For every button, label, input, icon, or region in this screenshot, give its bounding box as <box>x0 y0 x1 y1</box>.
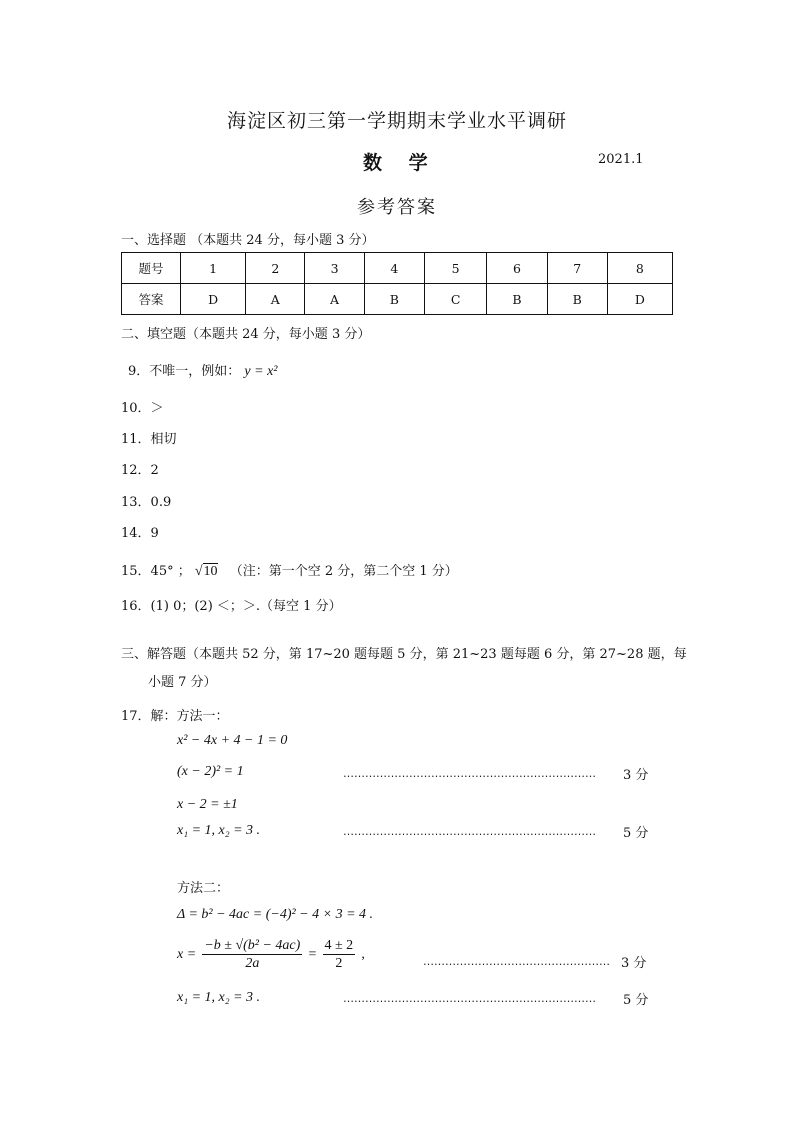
q9-text: 9．不唯一，例如： <box>128 364 241 379</box>
answer-cell: A <box>246 284 305 315</box>
method2-formula <box>177 937 365 972</box>
answer-key-title: 参考答案 <box>357 197 437 218</box>
answer-cell: B <box>487 284 547 315</box>
q9-formula: y = x² <box>244 364 278 379</box>
equals-sign: = <box>308 947 317 962</box>
question-number: 2 <box>246 253 305 284</box>
answer-cell: D <box>607 284 672 315</box>
method1-line1: x² − 4x + 4 − 1 = 0 <box>177 733 288 748</box>
score-3: 3 分 <box>623 768 649 783</box>
score-3: 3 分 <box>621 956 647 971</box>
question-number: 5 <box>424 253 487 284</box>
comma: , <box>361 947 365 962</box>
answer-q10: 10．＞ <box>121 401 164 416</box>
question-number: 1 <box>181 253 246 284</box>
table-row-questions <box>122 253 673 284</box>
question-number: 3 <box>305 253 364 284</box>
q15-note: （注：第一个空 2 分，第二个空 1 分） <box>229 564 458 579</box>
fraction-numerator: 4 ± 2 <box>324 938 354 953</box>
answer-q14: 14．9 <box>121 526 159 541</box>
answer-q11: 11．相切 <box>121 432 177 447</box>
score-5: 5 分 <box>623 993 649 1008</box>
q17-label: 17．解：方法一： <box>121 709 229 724</box>
answer-q13: 13．0.9 <box>121 495 172 510</box>
method2-line1: Δ = b² − 4ac = (−4)² − 4 × 3 = 4 . <box>177 907 374 922</box>
section3-heading-line1: 三、解答题（本题共 52 分，第 17~20 题每题 5 分，第 21~23 题每题 6 分，第 27~28 题，每 <box>121 647 687 662</box>
section3-heading-line2: 小题 7 分） <box>148 675 217 690</box>
answer-cell: C <box>424 284 487 315</box>
q15-prefix: 15．45° ； <box>121 564 191 579</box>
fraction-denominator: 2 <box>335 956 343 971</box>
method1-line2: (x − 2)² = 1 <box>177 764 244 779</box>
question-number: 7 <box>547 253 607 284</box>
answer-q9 <box>128 360 278 380</box>
answer-table <box>121 252 673 315</box>
subject-title: 数 学 <box>363 152 438 174</box>
question-number: 8 <box>607 253 672 284</box>
section1-heading: 一、选择题 （本题共 24 分，每小题 3 分） <box>121 233 375 248</box>
score-dots: …………………………………………… <box>423 955 610 968</box>
answer-q12: 12．2 <box>121 463 159 478</box>
answer-q16: 16．(1) 0；(2) ＜；＞.（每空 1 分） <box>121 599 342 614</box>
question-number: 4 <box>364 253 424 284</box>
row-label-answer: 答案 <box>122 284 181 315</box>
method2-label: 方法二： <box>177 881 230 896</box>
answer-cell: B <box>547 284 607 315</box>
row-label-question: 题号 <box>122 253 181 284</box>
method1-line4: x₁ = 1, x₂ = 3 . <box>177 823 261 838</box>
answer-cell: D <box>181 284 246 315</box>
formula-x: x = <box>177 947 197 962</box>
sqrt-symbol: √10 <box>194 564 218 579</box>
score-dots: …………………………………………………………… <box>343 992 596 1005</box>
section2-heading: 二、填空题（本题共 24 分，每小题 3 分） <box>121 327 371 342</box>
document-title: 海淀区初三第一学期期末学业水平调研 <box>226 110 567 132</box>
question-number: 6 <box>487 253 547 284</box>
quadratic-fraction <box>202 937 302 972</box>
answer-q15 <box>121 560 458 580</box>
fraction-numerator: −b ± √(b² − 4ac) <box>204 938 301 953</box>
answer-cell: A <box>305 284 364 315</box>
value-fraction <box>323 937 356 972</box>
table-row-answers <box>122 284 673 315</box>
score-dots: …………………………………………………………… <box>343 767 596 780</box>
score-dots: …………………………………………………………… <box>343 825 596 838</box>
method2-line3: x₁ = 1, x₂ = 3 . <box>177 990 261 1005</box>
answer-cell: B <box>364 284 424 315</box>
sqrt-radicand: 10 <box>203 564 218 579</box>
fraction-denominator: 2a <box>245 956 260 971</box>
score-5: 5 分 <box>623 826 649 841</box>
method1-line3: x − 2 = ±1 <box>177 797 238 812</box>
exam-date: 2021.1 <box>598 152 644 167</box>
